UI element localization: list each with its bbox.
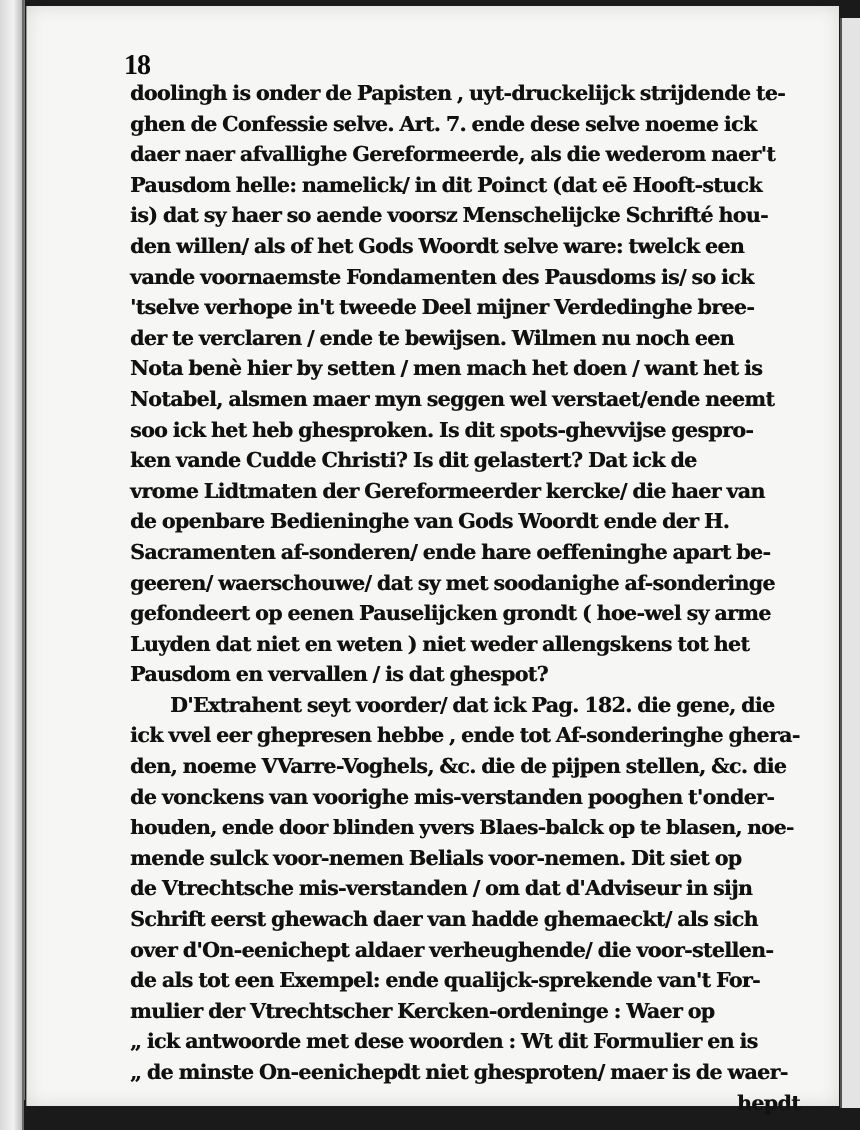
text-line: de vonckens van voorighe mis-verstanden pooghen t'onder- [130, 784, 775, 809]
text-line: mulier der Vtrechtscher Kercken-ordeninge : Waer op [130, 998, 715, 1023]
catchword: hepdt [736, 1090, 800, 1115]
text-block [130, 78, 810, 1118]
text-line: vande voornaemste Fondamenten des Pausdoms is/ so ick [130, 264, 754, 289]
text-line: Nota benè hier by setten / men mach het doen / want het is [130, 356, 763, 381]
text-line: over d'On-eenichept aldaer verheughende/ die voor-stellen- [130, 937, 774, 962]
paragraph-first-line: D'Extrahent seyt voorder/ dat ick Pag. 182. die gene, die [170, 692, 775, 717]
text-line: gefondeert op eenen Pauselijcken grondt ( hoe-wel sy arme [130, 601, 771, 626]
text-line: doolingh is onder de Papisten , uyt-druckelijck strijdende te- [130, 81, 786, 105]
text-line: Schrift eerst ghewach daer van hadde ghemaeckt/ als sich [130, 907, 758, 932]
text-line: den, noeme VVarre-Voghels, &c. die de pijpen stellen, &c. die [130, 754, 787, 779]
text-line: Pausdom en vervallen / is dat ghespot? [130, 662, 548, 687]
text-line: Luyden dat niet en weten ) niet weder allengskens tot het [130, 631, 750, 656]
quoted-line: „ de minste On-eenichepdt niet ghesproten/ maer is de waer- [130, 1060, 788, 1084]
right-page-edge [840, 18, 860, 1108]
text-line: Notabel, alsmen maer myn seggen wel verstaet/ende neemt [130, 386, 775, 411]
text-line: 'tselve verhope in't tweede Deel mijner Verdedinghe bree- [130, 295, 755, 320]
page-number: 18 [124, 50, 150, 81]
text-line: daer naer afvallighe Gereformeerde, als die wederom naer't [130, 142, 776, 167]
quoted-line: „ ick antwoorde met dese woorden : Wt dit Formulier en is [130, 1029, 758, 1054]
text-line: houden, ende door blinden yvers Blaes-balck op te blasen, noe- [130, 815, 794, 840]
text-line: de Vtrechtsche mis-verstanden / om dat d'Adviseur in sijn [130, 876, 753, 901]
left-page-edge [0, 0, 24, 1130]
text-line: soo ick het heb ghesproken. Is dit spots-ghevvijse gespro- [130, 417, 754, 442]
text-line: vrome Lidtmaten der Gereformeerder kercke/ die haer van [130, 478, 765, 503]
text-line: de openbare Bedieninghe van Gods Woordt ende der H. [130, 509, 730, 534]
text-line: geeren/ waerschouwe/ dat sy met soodanighe af-sonderinge [130, 570, 775, 595]
text-line: Sacramenten af-sonderen/ ende hare oeffeninghe apart be- [130, 539, 771, 564]
text-line: Pausdom helle: namelick/ in dit Poinct (dat eē Hooft-stuck [130, 172, 762, 197]
text-line: ken vande Cudde Christi? Is dit gelastert? Dat ick de [130, 448, 697, 473]
text-line: is) dat sy haer so aende voorsz Menschelijcke Schrifté hou- [130, 203, 768, 228]
text-line: ick vvel eer ghepresen hebbe , ende tot Af-sonderinghe ghera- [130, 723, 800, 748]
text-line: den willen/ als of het Gods Woordt selve ware: twelck een [130, 233, 745, 258]
text-line: ghen de Confessie selve. Art. 7. ende dese selve noeme ick [130, 111, 757, 136]
text-line: de als tot een Exempel: ende qualijck-sprekende van't For- [130, 968, 760, 993]
text-line: mende sulck voor-nemen Belials voor-nemen. Dit siet op [130, 845, 742, 870]
text-line: der te verclaren / ende te bewijsen. Wilmen nu noch een [130, 325, 734, 350]
